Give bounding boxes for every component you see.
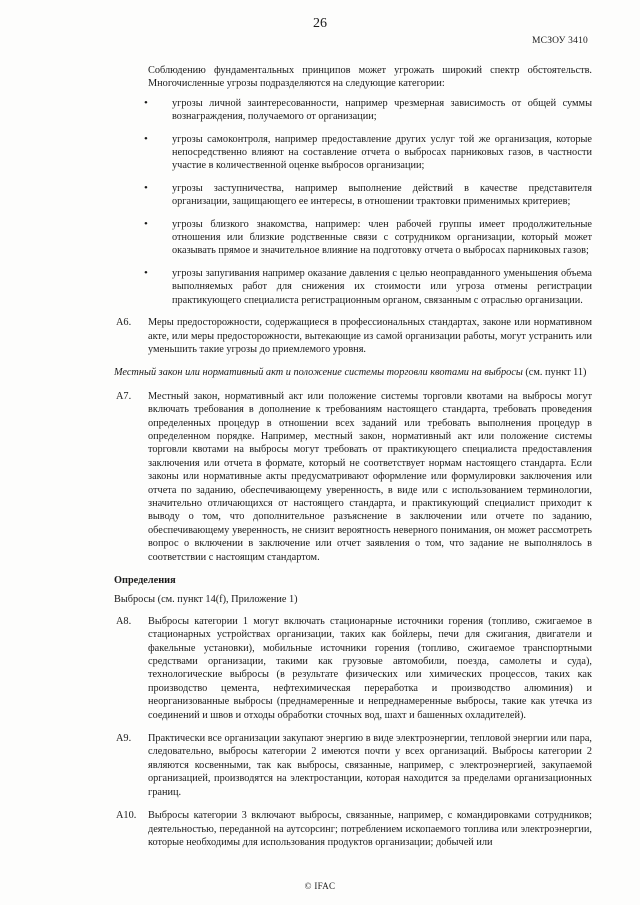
document-code: МСЗОУ 3410 xyxy=(532,36,588,46)
list-item-text: угрозы заступничества, например выполнение действий в качестве представителя организации, защищающего ее интересы, в отношении трактовки применимых критериев; xyxy=(172,182,592,208)
list-item xyxy=(144,217,592,258)
paragraph-number: А10. xyxy=(116,810,137,822)
bullet-icon: • xyxy=(144,181,148,194)
paragraph-a9 xyxy=(116,732,592,799)
list-item xyxy=(144,96,592,124)
paragraph-text: Выбросы категории 3 включают выбросы, связанные, например, с командировками сотрудников; деятельностью, переданной на аутсорсинг; потреблением ископаемого топлива или электроэнергии, которые необходимы для использования продуктов организации; добычей или xyxy=(148,810,592,848)
section-title-text: Местный закон или нормативный акт и положение системы торговли квотами на выбросы xyxy=(114,367,523,379)
intro-paragraph: Соблюдению фундаментальных принципов может угрожать широкий спектр обстоятельств. Многочисленные угрозы подразделяются на следующие категории: xyxy=(148,65,592,90)
section-title-local-law xyxy=(114,366,592,379)
list-item xyxy=(144,266,592,307)
list-item xyxy=(144,181,592,209)
bullet-icon: • xyxy=(144,132,148,145)
list-item-text: угрозы запугивания например оказание давления с целью неоправданного уменьшения объема выполняемых работ для снижения их стоимости или угроза отмены регистрации практикующего специалиста регистрационным органом, связанным с отраслью организации. xyxy=(172,267,592,306)
paragraph-number: А7. xyxy=(116,390,132,402)
paragraph-number: А9. xyxy=(116,733,132,745)
page-content xyxy=(116,64,592,859)
paragraph-text: Местный закон, нормативный акт или положение системы торговли квотами на выбросы могут включать требования в дополнение к требованиям настоящего стандарта, требовать проведения определенных процедур в отношении всех заданий или требовать выполнения процедур в определенном порядке. Например, местный закон, нормативный акт или положение системы торговли квотами на выбросы могут требовать от практикующего специалиста предоставления заключения или отчета в формате, который не соответствует нормам настоящего стандарта. Если законы или нормативные акты предусматривают оформление или формулировки заключения или отчета по заданию, обеспечивающему уверенность, в виде или с использованием терминологии, значительно отличающихся от настоящего стандарта, и практикующий специалист приходит к выводу о том, что дополнительное разъяснение в заключении или отчете по заданию, обеспечивающему уверенность, не снизит вероятность неверного понимания, он может рассмотреть вопрос о включении в заключение или отчет заявления о том, что задание не выполнялось в соответствии с настоящим стандартом. xyxy=(148,390,592,563)
bullet-icon: • xyxy=(144,96,148,109)
section-title-reference: (см. пункт 11) xyxy=(522,367,587,379)
definitions-subheading: Выбросы (см. пункт 14(f), Приложение 1) xyxy=(114,594,298,606)
paragraph-a6 xyxy=(116,316,592,356)
paragraph-text: Меры предосторожности, содержащиеся в профессиональных стандартах, законе или нормативном акте, или меры предосторожности, вытекающие из самой организации работы, могут устранить или уменьшить такие угрозы до приемлемого уровня. xyxy=(148,317,592,355)
paragraph-number: А8. xyxy=(116,615,132,627)
paragraph-a7 xyxy=(116,390,592,564)
paragraph-text: Выбросы категории 1 могут включать стационарные источники горения (топливо, сжигаемое в стационарных устройствах организации, таких как бойлеры, печи для сжигания, двигатели и факельные установки), мобильные источники горения (топливо, сжигаемое транспортными средствами организации, такими как грузовые автомобили, поезда, самолеты и суда), технологические выбросы (в результате физических или химических процессов, таких как производство цемента, нефтехимическая переработка и производство алюминия) и неорганизованные выбросы (преднамеренные и непреднамеренные выбросы, такие как утечка из соединений и швов и отходы обработки сточных вод, шахт и башенных охладителей). xyxy=(148,615,592,721)
list-item-text: угрозы близкого знакомства, например: член рабочей группы имеет продолжительные отношения или близкие родственные связи с сотрудником организации, который может оказывать прямое и значительное влияние на подготовку отчета о выбросах парниковых газов; xyxy=(172,218,592,257)
bullet-icon: • xyxy=(144,217,148,230)
list-item-text: угрозы личной заинтересованности, например чрезмерная зависимость от общей суммы вознаграждения, получаемого от организации; xyxy=(172,97,592,123)
paragraph-number: А6. xyxy=(116,317,132,329)
page-number: 26 xyxy=(313,16,327,31)
footer-copyright: © IFAC xyxy=(304,881,336,891)
paragraph-text: Практически все организации закупают энергию в виде электроэнергии, тепловой энергии или пара, следовательно, выбросы категории 2 имеются почти у всех организаций. Выбросы категории 2 являются косвенными, так как выбросы, связанные, например, с электроэнергией, закупаемой организацией, производятся на электростанции, которая находится за пределами организационных границ. xyxy=(148,733,592,798)
bullet-icon: • xyxy=(144,266,148,279)
list-item xyxy=(144,132,592,173)
paragraph-a10 xyxy=(116,809,592,849)
threat-list xyxy=(116,97,592,307)
definitions-heading: Определения xyxy=(114,575,176,586)
list-item-text: угрозы самоконтроля, например предоставление других услуг той же организация, которые непосредственно влияют на составление отчета о выбросах парниковых газов, в частности участие в количественной оценке выбросов организации; xyxy=(172,133,592,172)
paragraph-a8 xyxy=(116,615,592,722)
